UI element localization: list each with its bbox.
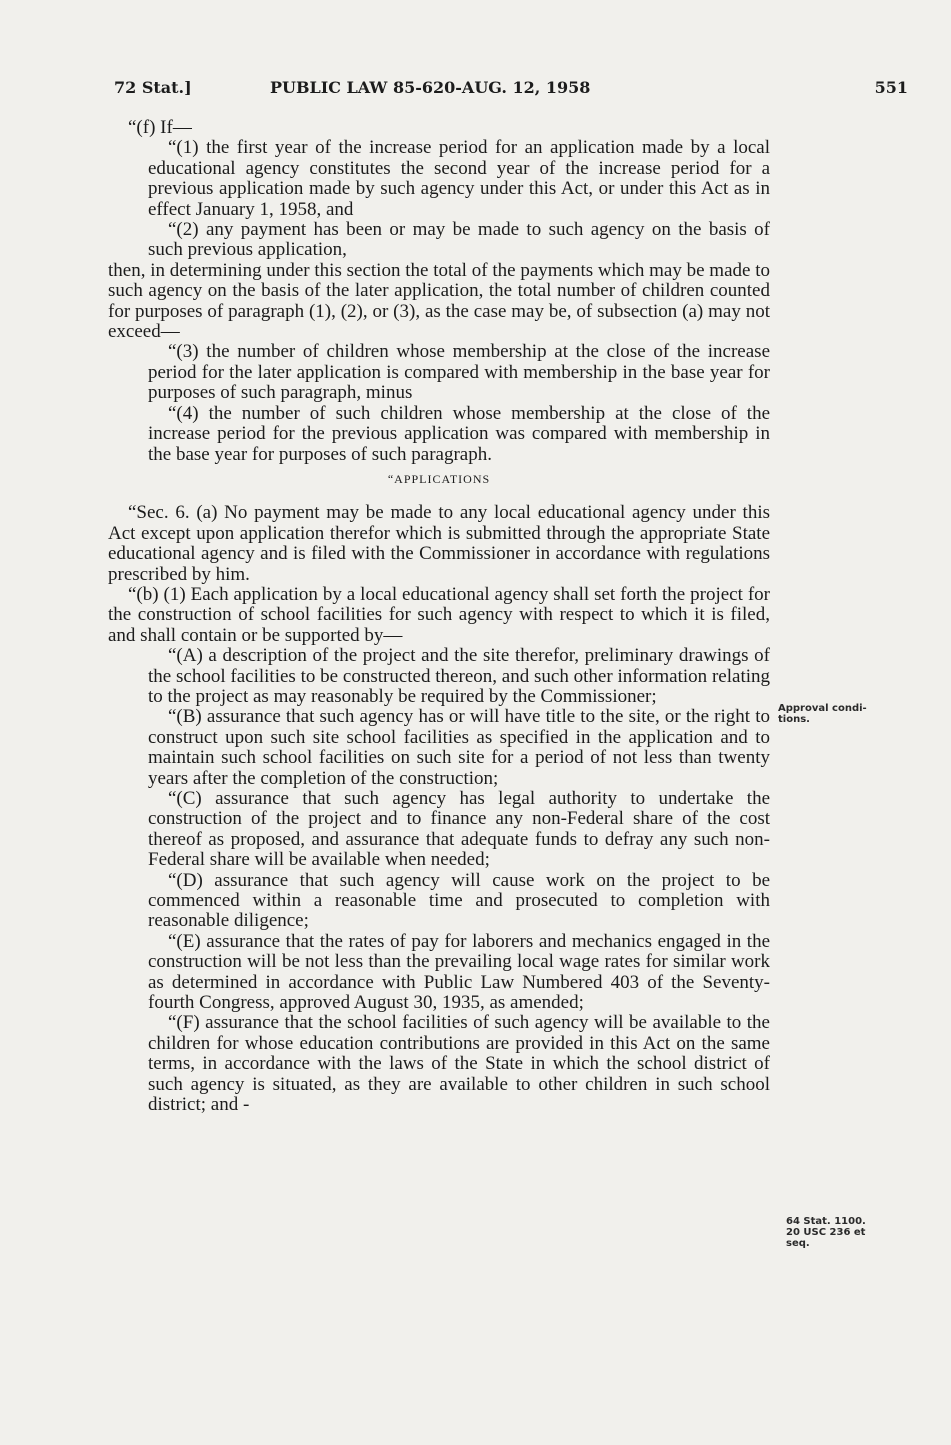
volume-reference: 72 Stat.]: [114, 78, 192, 97]
paragraph-then: then, in determining under this section the total of the payments which may be made to such agency on the basis of the later application, the total number of children counted for purposes of paragraph (1), (2), or (3), as the case may be, of subsection (a) may not exceed—: [108, 259, 770, 343]
paragraph-f2: “(2) any payment has been or may be made to such agency on the basis of such previous application,: [148, 219, 770, 261]
section-6b1: “(b) (1) Each application by a local educational agency shall set forth the project for the construction of school facilities for such agency with respect to which it is filed, and shall contain or be supported by—: [108, 583, 770, 646]
clause-c: “(C) assurance that such agency has legal authority to undertake the construction of the project and to finance any non-Federal share of the cost thereof as proposed, and assurance that adequate funds to defray any such non-Federal share will be available when needed;: [148, 788, 770, 871]
page-number: 551: [874, 78, 908, 97]
margin-note-stat-line-1: 64 Stat. 1100.: [786, 1216, 866, 1227]
margin-note-approval-line-2: tions.: [778, 714, 810, 725]
margin-note-stat-line-2: 20 USC 236 et: [786, 1227, 866, 1238]
law-title: PUBLIC LAW 85-620-AUG. 12, 1958: [270, 78, 591, 97]
margin-note-statute-citation: [786, 1216, 916, 1249]
clause-f: “(F) assurance that the school facilities of such agency will be available to the children for whose education contributions are provided in this Act on the same terms, in accordance with the laws of the State in which the school district of such agency is situated, as they are available to other children in such school district; and -: [148, 1012, 770, 1116]
paragraph-f3: “(3) the number of children whose membership at the close of the increase period for the later application is compared with membership in the base year for purposes of such paragraph, minus: [148, 341, 770, 404]
applications-heading: “APPLICATIONS: [387, 471, 491, 486]
subsection-f-heading: “(f) If—: [128, 117, 192, 138]
clause-a: “(A) a description of the project and the site therefor, preliminary drawings of the school facilities to be constructed thereon, and such other information relating to the project as may reasonably be required by the Commissioner;: [148, 645, 770, 707]
clause-e: “(E) assurance that the rates of pay for laborers and mechanics engaged in the construction will be not less than the prevailing local wage rates for similar work as determined in accordance with Public Law Numbered 403 of the Seventy-fourth Congress, approved August 30, 1935, as amended;: [148, 930, 770, 1014]
margin-note-stat-line-3: seq.: [786, 1238, 810, 1249]
clause-b: “(B) assurance that such agency has or will have title to the site, or the right to construct upon such site school facilities as specified in the application and to maintain such school facilities on such site for a period of not less than twenty years after the completion of the construction;: [148, 706, 770, 789]
section-6a: “Sec. 6. (a) No payment may be made to any local educational agency under this Act except upon application therefor which is submitted through the appropriate State educational agency and is filed with the Commissioner in accordance with regulations prescribed by him.: [108, 502, 770, 585]
margin-note-approval-line-1: Approval condi-: [778, 703, 867, 714]
paragraph-f1: “(1) the first year of the increase period for an application made by a local educational agency constitutes the second year of the increase period for a previous application made by such agency under this Act, or under this Act as in effect January 1, 1958, and: [148, 137, 770, 220]
paragraph-f4: “(4) the number of such children whose membership at the close of the increase period for the previous application was compared with membership in the base year for purposes of such paragraph.: [148, 402, 770, 465]
statute-body: [108, 118, 770, 1116]
clause-d: “(D) assurance that such agency will cause work on the project to be commenced within a reasonable time and prosecuted to completion with reasonable diligence;: [148, 869, 770, 932]
running-header: [114, 78, 908, 102]
margin-note-approval: [778, 703, 928, 725]
